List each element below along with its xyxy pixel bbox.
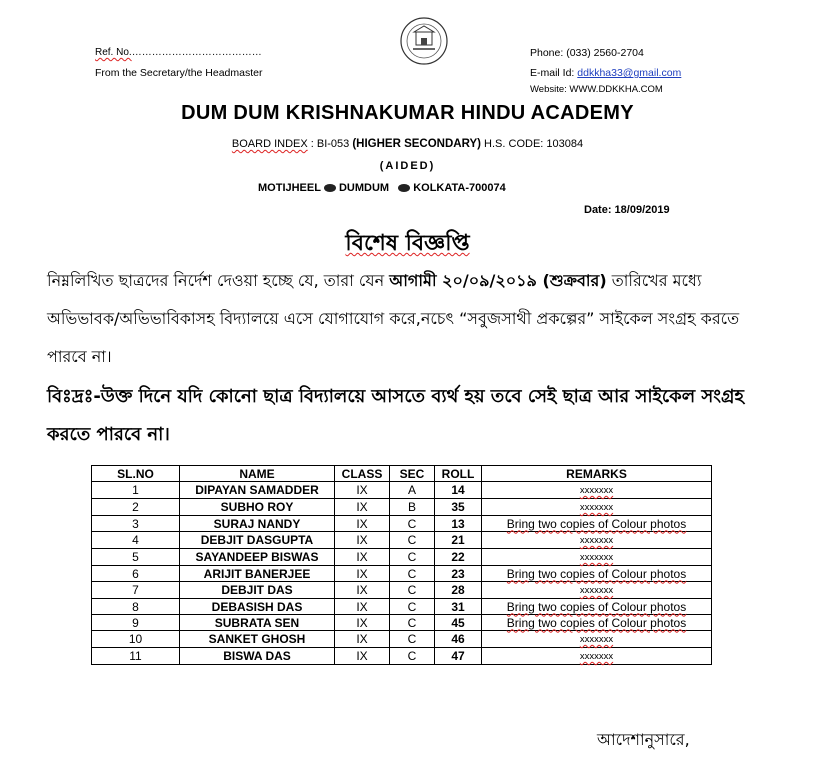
cell-remarks	[482, 482, 712, 499]
email-label: E-mail Id:	[530, 67, 578, 79]
cell-sec: C	[390, 566, 435, 582]
cell-slno: 3	[92, 516, 180, 532]
remarks-text: xxxxxxx	[579, 485, 614, 496]
cell-name: ARIJIT BANERJEE	[180, 566, 335, 582]
cell-slno: 2	[92, 499, 180, 516]
cell-roll: 22	[435, 549, 482, 566]
ref-dots: …………………………………	[131, 47, 262, 58]
address-part-3: KOLKATA-700074	[413, 182, 506, 194]
table-row	[92, 482, 712, 499]
table-row	[92, 599, 712, 615]
cell-name: SAYANDEEP BISWAS	[180, 549, 335, 566]
table-row	[92, 532, 712, 549]
remarks-text: xxxxxxx	[579, 651, 614, 662]
cell-roll: 45	[435, 615, 482, 631]
cell-sec: C	[390, 599, 435, 615]
col-name: NAME	[180, 466, 335, 482]
cell-name: DEBASISH DAS	[180, 599, 335, 615]
date: Date: 18/09/2019	[584, 204, 670, 216]
col-sec: SEC	[390, 466, 435, 482]
cell-class: IX	[335, 631, 390, 648]
notice-p2-text: তারিখের মধ্যে অভিভাবক/অভিভাবিকাসহ বিদ্যালয়ে এসে যোগাযোগ করে,নচেৎ “সবুজসাথী প্রকল্পের” সাইকেল সংগ্রহ করতে পারবে না।	[47, 271, 740, 366]
cell-remarks	[482, 516, 712, 532]
website: Website: WWW.DDKKHA.COM	[530, 84, 663, 95]
address-part-2: DUMDUM	[338, 182, 390, 194]
col-remarks: REMARKS	[482, 466, 712, 482]
cell-slno: 11	[92, 648, 180, 665]
from-line: From the Secretary/the Headmaster	[95, 67, 263, 79]
cell-roll: 35	[435, 499, 482, 516]
notice-p1-text: নিম্নলিখিত ছাত্রদের নির্দেশ দেওয়া হচ্ছে যে, তারা যেন	[47, 271, 390, 290]
address	[258, 182, 506, 194]
cell-slno: 9	[92, 615, 180, 631]
cell-remarks	[482, 599, 712, 615]
cell-sec: B	[390, 499, 435, 516]
signature: আদেশানুসারে,	[597, 730, 690, 749]
phone: Phone: (033) 2560-2704	[530, 47, 644, 59]
table-row	[92, 499, 712, 516]
cell-roll: 14	[435, 482, 482, 499]
board-label: BOARD INDEX	[231, 138, 308, 150]
cell-slno: 10	[92, 631, 180, 648]
table-row	[92, 549, 712, 566]
cell-roll: 21	[435, 532, 482, 549]
cell-remarks	[482, 499, 712, 516]
notice-title-text: বিশেষ বিজ্ঞপ্তি	[345, 230, 470, 256]
bullet-icon	[324, 184, 336, 192]
remarks-text: xxxxxxx	[579, 552, 614, 563]
hs-label: (HIGHER SECONDARY)	[352, 138, 481, 150]
cell-remarks	[482, 582, 712, 599]
nb-note: বিঃদ্রঃ-উক্ত দিনে যদি কোনো ছাত্র বিদ্যালয়ে আসতে ব্যর্থ হয় তবে সেই ছাত্র আর সাইকেল সংগ্রহ করতে পারবে না।	[47, 386, 744, 445]
cell-name: SUBRATA SEN	[180, 615, 335, 631]
col-roll: ROLL	[435, 466, 482, 482]
cell-remarks	[482, 648, 712, 665]
aided: (AIDED)	[379, 160, 436, 172]
table-row	[92, 648, 712, 665]
cell-class: IX	[335, 599, 390, 615]
cell-name: DIPAYAN SAMADDER	[180, 482, 335, 499]
remarks-text: xxxxxxx	[579, 535, 614, 546]
cell-slno: 1	[92, 482, 180, 499]
notice-title	[0, 226, 815, 263]
cell-remarks	[482, 615, 712, 631]
cell-sec: C	[390, 648, 435, 665]
school-logo	[399, 16, 449, 66]
board-value: : BI-053	[310, 138, 350, 150]
cell-name: SANKET GHOSH	[180, 631, 335, 648]
cell-sec: A	[390, 482, 435, 499]
cell-class: IX	[335, 615, 390, 631]
cell-name: BISWA DAS	[180, 648, 335, 665]
cell-slno: 7	[92, 582, 180, 599]
table-row	[92, 516, 712, 532]
cell-class: IX	[335, 532, 390, 549]
cell-sec: C	[390, 615, 435, 631]
board-line	[0, 138, 815, 150]
cell-name: DEBJIT DAS	[180, 582, 335, 599]
school-name: DUM DUM KRISHNAKUMAR HINDU ACADEMY	[181, 102, 634, 124]
ref-number	[95, 47, 262, 58]
remarks-text: Bring two copies of Colour photos	[506, 566, 687, 581]
cell-roll: 23	[435, 566, 482, 582]
address-part-1: MOTIJHEEL	[258, 182, 321, 194]
col-class: CLASS	[335, 466, 390, 482]
cell-name: DEBJIT DASGUPTA	[180, 532, 335, 549]
cell-remarks	[482, 532, 712, 549]
remarks-text: xxxxxxx	[579, 502, 614, 513]
cell-slno: 4	[92, 532, 180, 549]
cell-slno: 6	[92, 566, 180, 582]
remarks-text: xxxxxxx	[579, 585, 614, 596]
table-body	[92, 482, 712, 665]
cell-remarks	[482, 549, 712, 566]
cell-sec: C	[390, 549, 435, 566]
cell-roll: 46	[435, 631, 482, 648]
table-row	[92, 615, 712, 631]
cell-roll: 28	[435, 582, 482, 599]
remarks-text: xxxxxxx	[579, 634, 614, 645]
cell-class: IX	[335, 516, 390, 532]
cell-roll: 47	[435, 648, 482, 665]
cell-class: IX	[335, 549, 390, 566]
cell-class: IX	[335, 566, 390, 582]
notice-p1-date: আগামী ২০/০৯/২০১৯ (শুক্রবার)	[389, 271, 607, 290]
remarks-text: Bring two copies of Colour photos	[506, 599, 687, 614]
cell-class: IX	[335, 648, 390, 665]
cell-sec: C	[390, 582, 435, 599]
cell-name: SURAJ NANDY	[180, 516, 335, 532]
cell-remarks	[482, 566, 712, 582]
hs-code: H.S. CODE: 103084	[484, 138, 584, 150]
cell-sec: C	[390, 516, 435, 532]
col-slno: SL.NO	[92, 466, 180, 482]
cell-roll: 31	[435, 599, 482, 615]
cell-sec: C	[390, 631, 435, 648]
email-line	[530, 67, 681, 79]
cell-class: IX	[335, 499, 390, 516]
table-row	[92, 631, 712, 648]
table-row	[92, 566, 712, 582]
cell-slno: 8	[92, 599, 180, 615]
remarks-text: Bring two copies of Colour photos	[506, 615, 687, 630]
bullet-icon	[398, 184, 410, 192]
notice-paragraph	[47, 262, 772, 376]
remarks-text: Bring two copies of Colour photos	[506, 516, 687, 531]
ref-label: Ref. No.	[95, 47, 132, 58]
student-table	[91, 465, 712, 665]
cell-name: SUBHO ROY	[180, 499, 335, 516]
cell-remarks	[482, 631, 712, 648]
table-row	[92, 582, 712, 599]
cell-class: IX	[335, 582, 390, 599]
cell-sec: C	[390, 532, 435, 549]
cell-roll: 13	[435, 516, 482, 532]
cell-class: IX	[335, 482, 390, 499]
table-header-row	[92, 466, 712, 482]
cell-slno: 5	[92, 549, 180, 566]
email-link[interactable]: ddkkha33@gmail.com	[577, 67, 682, 79]
